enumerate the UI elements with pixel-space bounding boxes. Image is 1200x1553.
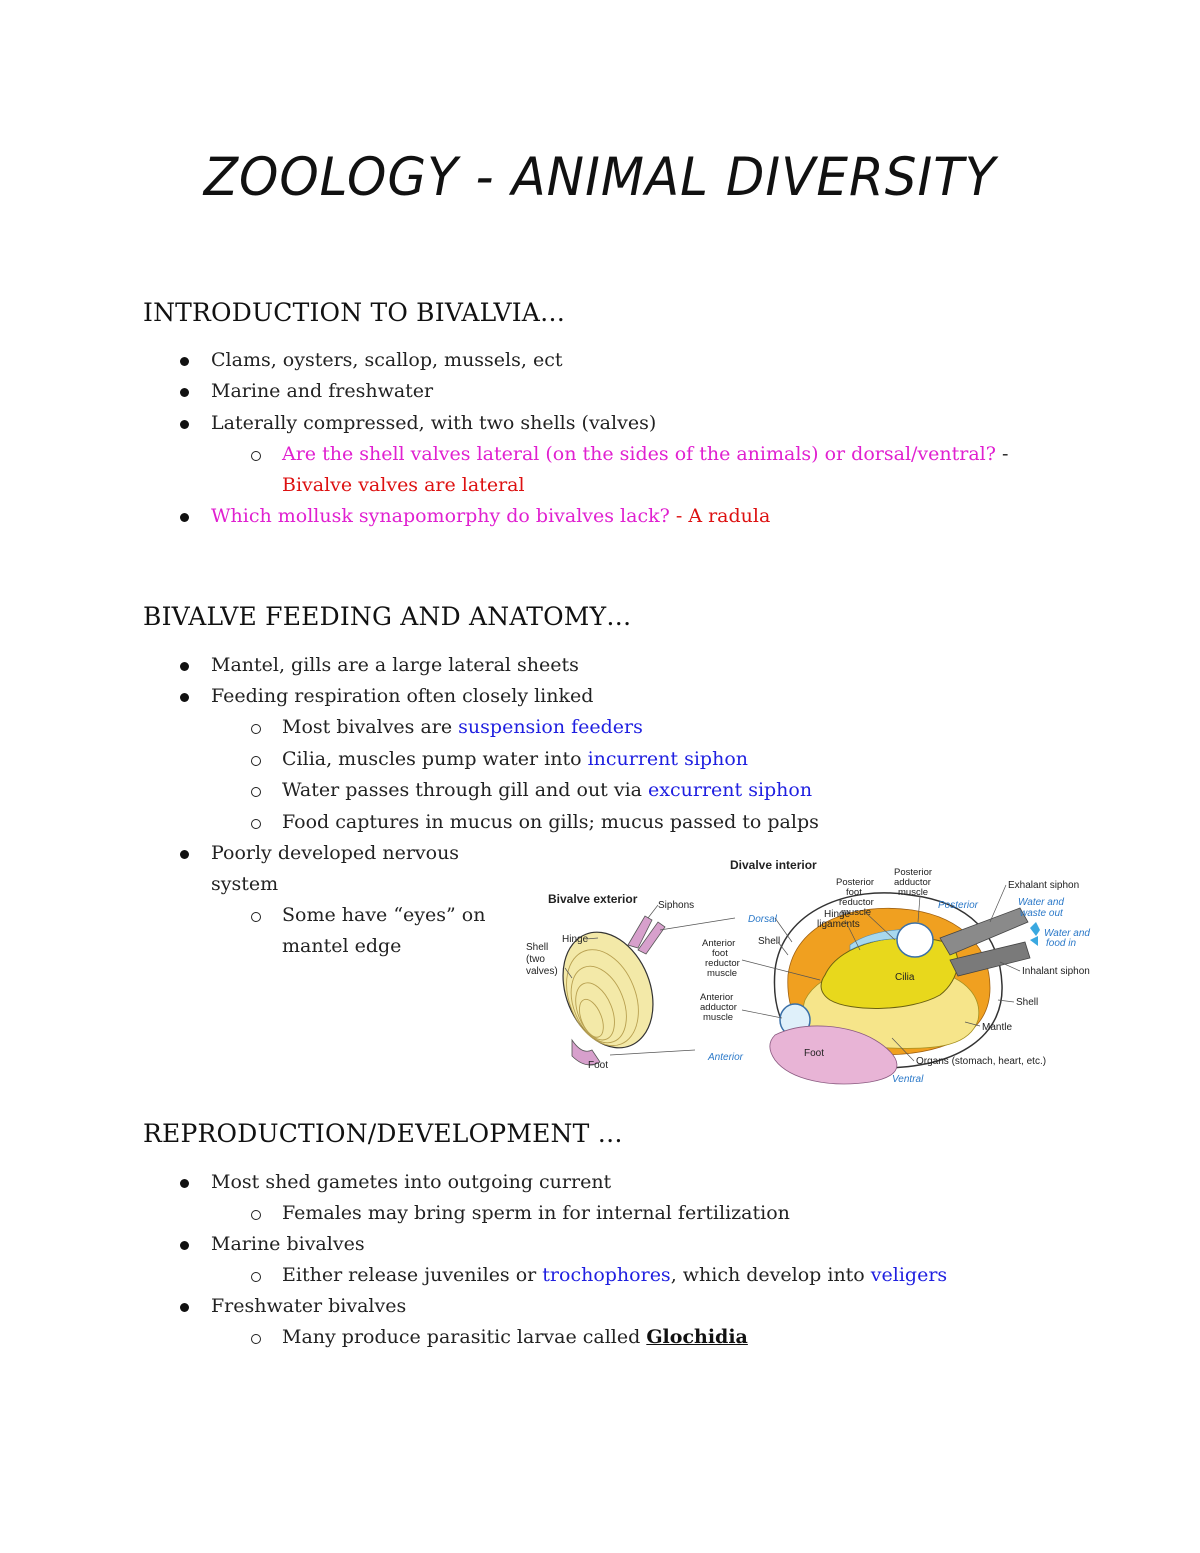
- bullet-icon: [180, 850, 189, 859]
- subitem-text: Most bivalves are: [282, 716, 459, 738]
- water-out-arrow-icon: [1030, 922, 1040, 936]
- circle-bullet-icon: [251, 756, 261, 766]
- list-item: Feeding respiration often closely linked: [211, 685, 594, 707]
- list-subitem: [282, 744, 748, 775]
- list-item: Most shed gametes into outgoing current: [211, 1171, 612, 1193]
- subitem-text: Water passes through gill and out via: [282, 779, 649, 801]
- subitem-text: Many produce parasitic larvae called: [282, 1326, 647, 1348]
- interior-title: Divalve interior: [730, 858, 817, 872]
- bullet-icon: [180, 662, 189, 671]
- figure-label: Inhalant siphon: [1022, 966, 1090, 977]
- question-text: Are the shell valves lateral (on the sides of the animals) or dorsal/ventral?: [282, 443, 996, 465]
- list-subitem: [282, 775, 812, 806]
- exterior-title: Bivalve exterior: [548, 892, 638, 906]
- list-subitem: [282, 1322, 748, 1353]
- list-item-continuation: system: [211, 873, 279, 895]
- figure-label: reductor: [705, 958, 740, 969]
- term-text: suspension feeders: [458, 716, 643, 738]
- bullet-icon: [180, 1241, 189, 1250]
- list-subitem: Females may bring sperm in for internal fertilization: [282, 1202, 790, 1224]
- list-item: Mantel, gills are a large lateral sheets: [211, 654, 579, 676]
- figure-label: Foot: [588, 1060, 609, 1071]
- subitem-text: Cilia, muscles pump water into: [282, 748, 588, 770]
- section-heading-feeding: BIVALVE FEEDING AND ANATOMY…: [143, 602, 632, 631]
- figure-label: Hinge: [824, 909, 851, 920]
- figure-label: Water and: [1018, 897, 1064, 908]
- list-subitem: [282, 712, 643, 743]
- list-item: Clams, oysters, scallop, mussels, ect: [211, 349, 563, 371]
- figure-label: Foot: [804, 1048, 825, 1059]
- circle-bullet-icon: [251, 1210, 261, 1220]
- bullet-icon: [180, 513, 189, 522]
- figure-label: food in: [1046, 938, 1077, 949]
- figure-label: Shell: [758, 936, 781, 947]
- figure-label: Siphons: [658, 900, 695, 911]
- term-text: trochophores: [542, 1264, 671, 1286]
- bullet-icon: [180, 388, 189, 397]
- circle-bullet-icon: [251, 819, 261, 829]
- list-subitem: Some have “eyes” on: [282, 904, 486, 926]
- exterior-siphons: [628, 916, 665, 954]
- term-text: excurrent siphon: [648, 779, 813, 801]
- figure-label: Organs (stomach, heart, etc.): [916, 1056, 1047, 1067]
- circle-bullet-icon: [251, 787, 261, 797]
- figure-label: muscle: [707, 968, 738, 979]
- figure-label: waste out: [1020, 908, 1063, 919]
- water-in-arrow-icon: [1030, 936, 1038, 946]
- figure-label: Posterior: [836, 877, 875, 888]
- section-heading-repro: REPRODUCTION/DEVELOPMENT …: [143, 1119, 623, 1148]
- list-item: Marine and freshwater: [211, 380, 434, 402]
- figure-label: Anterior: [700, 992, 734, 1003]
- circle-bullet-icon: [251, 724, 261, 734]
- figure-label: Shell: [1016, 997, 1039, 1008]
- figure-label: reductor: [839, 897, 874, 908]
- figure-label: Anterior: [708, 1052, 744, 1063]
- answer-text: Bivalve valves are lateral: [282, 474, 525, 496]
- bullet-icon: [180, 1303, 189, 1312]
- circle-bullet-icon: [251, 1334, 261, 1344]
- bullet-icon: [180, 1179, 189, 1188]
- circle-bullet-icon: [251, 1272, 261, 1282]
- figure-label: adductor: [894, 877, 931, 888]
- figure-label: muscle: [703, 1012, 734, 1023]
- bullet-icon: [180, 357, 189, 366]
- list-item: Freshwater bivalves: [211, 1295, 407, 1317]
- figure-label: Ventral: [892, 1074, 924, 1085]
- figure-label: Water and: [1044, 928, 1090, 939]
- figure-label: Hinge: [562, 934, 589, 945]
- figure-label: Posterior: [894, 867, 933, 878]
- bullet-icon: [180, 693, 189, 702]
- list-subitem: Food captures in mucus on gills; mucus passed to palps: [282, 811, 819, 833]
- list-subitem: [282, 439, 1008, 470]
- figure-label: foot: [712, 948, 728, 959]
- list-subitem-continuation: mantel edge: [282, 935, 402, 957]
- figure-label: Cilia: [895, 972, 915, 983]
- term-text: incurrent siphon: [587, 748, 748, 770]
- figure-label: Mantle: [982, 1022, 1013, 1033]
- subitem-text: Either release juveniles or: [282, 1264, 543, 1286]
- list-item: Laterally compressed, with two shells (valves): [211, 412, 657, 434]
- list-item: Marine bivalves: [211, 1233, 365, 1255]
- figure-label: foot: [846, 887, 862, 898]
- subitem-text: , which develop into: [670, 1264, 871, 1286]
- circle-bullet-icon: [251, 912, 261, 922]
- figure-label: muscle: [841, 907, 872, 918]
- page-title: ZOOLOGY - ANIMAL DIVERSITY: [203, 146, 997, 208]
- figure-label: Exhalant siphon: [1008, 880, 1080, 891]
- posterior-adductor: [897, 923, 933, 957]
- dash-text: -: [669, 505, 689, 527]
- figure-label: ligaments: [817, 919, 860, 930]
- figure-label: (two: [526, 954, 545, 965]
- term-text: veligers: [870, 1264, 948, 1286]
- bivalve-anatomy-figure: [520, 850, 1110, 1095]
- bullet-icon: [180, 420, 189, 429]
- figure-label: Shell: [526, 942, 549, 953]
- glochidia-term: Glochidia: [646, 1326, 748, 1348]
- figure-label: valves): [526, 966, 558, 977]
- figure-label: muscle: [898, 887, 929, 898]
- section-heading-intro: INTRODUCTION TO BIVALVIA…: [143, 298, 566, 327]
- figure-label: adductor: [700, 1002, 737, 1013]
- figure-label: Dorsal: [748, 914, 777, 925]
- answer-text: A radula: [688, 505, 771, 527]
- figure-label: Posterior: [938, 900, 979, 911]
- list-subitem: [282, 1260, 947, 1291]
- dash-text: -: [995, 443, 1009, 465]
- question-text: Which mollusk synapomorphy do bivalves lack?: [211, 505, 670, 527]
- circle-bullet-icon: [251, 451, 261, 461]
- figure-label: Anterior: [702, 938, 736, 949]
- list-item: Poorly developed nervous: [211, 842, 460, 864]
- list-item: [211, 501, 770, 532]
